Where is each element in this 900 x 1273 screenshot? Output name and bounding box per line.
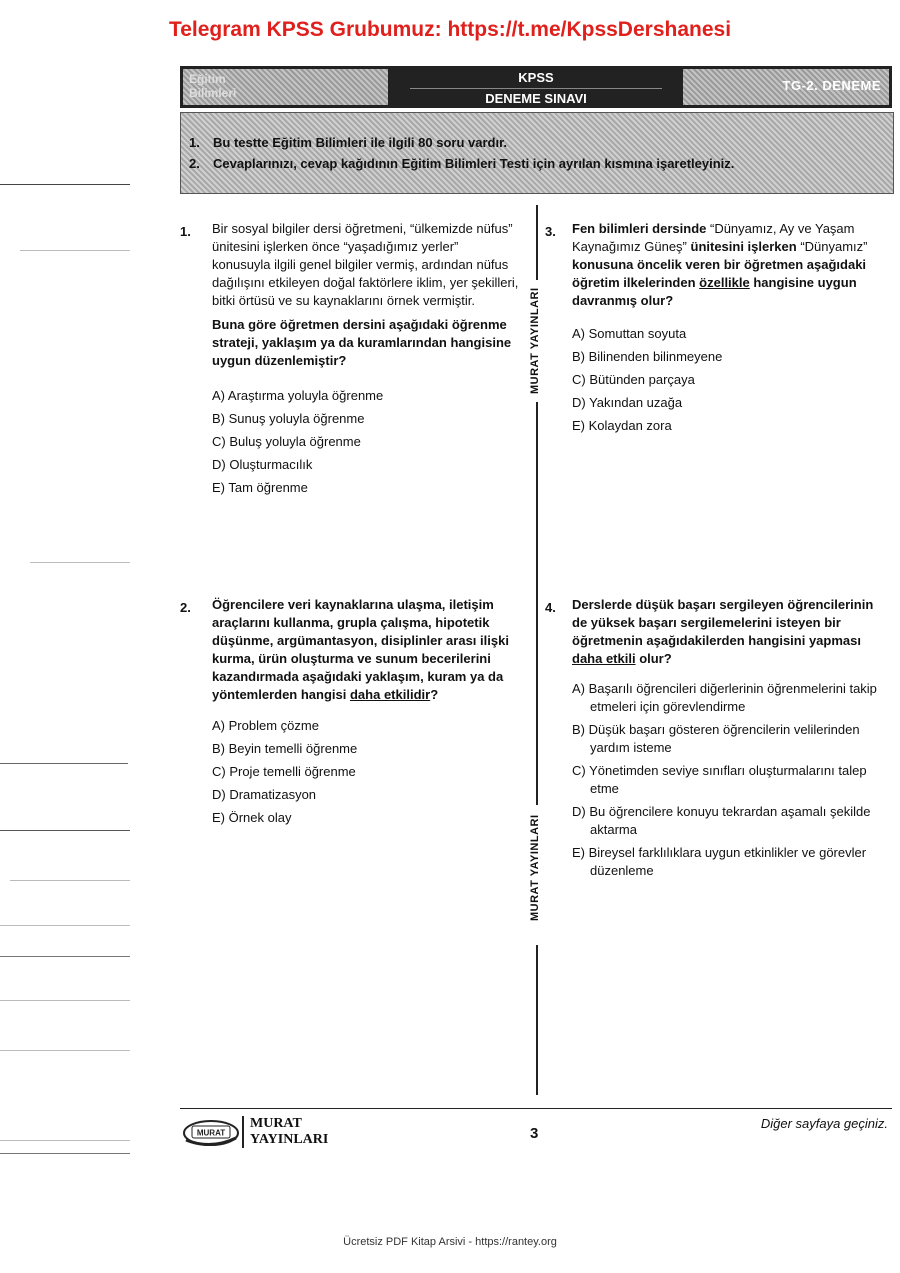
next-page-note: Diğer sayfaya geçiniz. (760, 1116, 888, 1131)
question-prompt: Derslerde düşük başarı sergileyen öğrencilerinin de yüksek başarı sergilemelerini isteyen bir öğretmenin aşağıdakilerden hangisini yapması daha etkili olur? (572, 597, 874, 666)
scan-margin (0, 0, 135, 1273)
option-e[interactable]: E) Kolaydan zora (572, 418, 672, 433)
question-number: 1. (180, 224, 191, 239)
footer-rule (180, 1108, 892, 1109)
option-d[interactable]: D) Yakından uzağa (572, 395, 683, 410)
logo-swoosh-icon (182, 1116, 240, 1150)
option-d[interactable]: D) Dramatizasyon (212, 787, 317, 802)
option-a[interactable]: A) Başarılı öğrencileri diğerlerinin öğrenmelerini takip etmeleri için görevlendirme (572, 681, 877, 714)
subject-line1: Eğitim (189, 72, 226, 86)
header-title-bottom: DENEME SINAVI (485, 91, 587, 106)
exam-header (180, 66, 892, 108)
option-b[interactable]: B) Düşük başarı gösteren öğrencilerin velilerinden yardım isteme (572, 722, 860, 755)
option-c[interactable]: C) Proje temelli öğrenme (212, 764, 356, 779)
answer-options (572, 322, 887, 437)
question-prompt: Öğrencilere veri kaynaklarına ulaşma, iletişim araçlarını kullanma, grupla çalışma, hipotetik düşünme, argümantasyon, disiplinler arası ilişki kurma, ürün oluşturma ve sunum becerilerini kazandırmada aşağıdaki yaklaşım, kuram ya da yöntemlerden hangisi daha etkilidir? (212, 597, 509, 702)
option-b[interactable]: B) Beyin temelli öğrenme (212, 741, 358, 756)
instruction-item: 2. Cevaplarınızı, cevap kağıdının Eğitim Bilimleri Testi için ayrılan kısmına işaretleyiniz. (189, 156, 735, 171)
option-e[interactable]: E) Örnek olay (212, 810, 292, 825)
answer-options (212, 384, 520, 499)
option-b[interactable]: B) Bilinenden bilinmeyene (572, 349, 723, 364)
question-prompt: Buna göre öğretmen dersini aşağıdaki öğrenme strateji, yaklaşım ya da kuramlarından hangisine uygun düzenlemiştir? (212, 317, 512, 368)
option-e[interactable]: E) Tam öğrenme (212, 480, 308, 495)
archive-credit: Ücretsiz PDF Kitap Arsivi - https://rantey.org (343, 1236, 557, 1248)
option-d[interactable]: D) Bu öğrencilere konuyu tekrardan aşamalı şekilde aktarma (572, 804, 871, 837)
option-a[interactable]: A) Problem çözme (212, 718, 319, 733)
side-label: MURAT YAYINLARI (529, 282, 545, 400)
option-d[interactable]: D) Oluşturmacılık (212, 457, 313, 472)
header-title (390, 66, 682, 111)
option-c[interactable]: C) Buluş yoluyla öğrenme (212, 434, 361, 449)
question-1 (212, 220, 520, 499)
telegram-banner: Telegram KPSS Grubumuz: https://t.me/KpssDershanesi (168, 18, 732, 41)
side-label: MURAT YAYINLARI (529, 808, 545, 928)
test-code: TG-2. DENEME (782, 78, 881, 93)
question-number: 3. (545, 224, 556, 239)
question-number: 2. (180, 600, 191, 615)
option-b[interactable]: B) Sunuş yoluyla öğrenme (212, 411, 365, 426)
subject-line2: Bilimleri (189, 86, 237, 100)
question-stem: Bir sosyal bilgiler dersi öğretmeni, “ülkemizde nüfus” ünitesini işlerken önce “yaşadığımız yerler” konusuyla ilgili genel bilgiler vermiş, ardından nüfus dağılışını etkileyen doğal faktörlere iklim, yer şekilleri, bitki örtüsü ve su kaynaklarını örnek vermiştir. (212, 221, 519, 308)
header-right-panel (683, 69, 889, 105)
question-4 (572, 596, 887, 885)
option-c[interactable]: C) Bütünden parçaya (572, 372, 695, 387)
column-divider (536, 205, 538, 280)
publisher-name: MURAT YAYINLARI (242, 1116, 328, 1148)
question-2 (212, 596, 524, 829)
answer-options (572, 680, 887, 880)
option-e[interactable]: E) Bireysel farklılıklara uygun etkinlikler ve görevler düzenleme (572, 845, 867, 878)
question-number: 4. (545, 600, 556, 615)
instruction-item: 1. Bu testte Eğitim Bilimleri ile ilgili 80 soru vardır. (189, 135, 508, 150)
option-a[interactable]: A) Araştırma yoluyla öğrenme (212, 388, 384, 403)
instructions-box (180, 112, 894, 194)
question-prompt: Fen bilimleri dersinde “Dünyamız, Ay ve Yaşam Kaynağımız Güneş” ünitesini işlerken “Dünyamız” konusuna öncelik veren bir öğretmen aşağıdaki öğretim ilkelerinden özellikle hangisine uygun davranmış olur? (572, 221, 868, 308)
publisher-logo (182, 1116, 329, 1155)
page-number: 3 (530, 1125, 539, 1142)
column-divider (536, 402, 538, 805)
header-title-top: KPSS (518, 70, 554, 85)
column-divider (536, 945, 538, 1095)
svg-text:MURAT: MURAT (196, 1128, 226, 1138)
question-3 (572, 220, 887, 437)
option-a[interactable]: A) Somuttan soyuta (572, 326, 687, 341)
header-divider (410, 88, 662, 89)
answer-options (212, 714, 524, 829)
option-c[interactable]: C) Yönetimden seviye sınıfları oluşturmalarını talep etme (572, 763, 867, 796)
header-left-panel (183, 69, 388, 105)
